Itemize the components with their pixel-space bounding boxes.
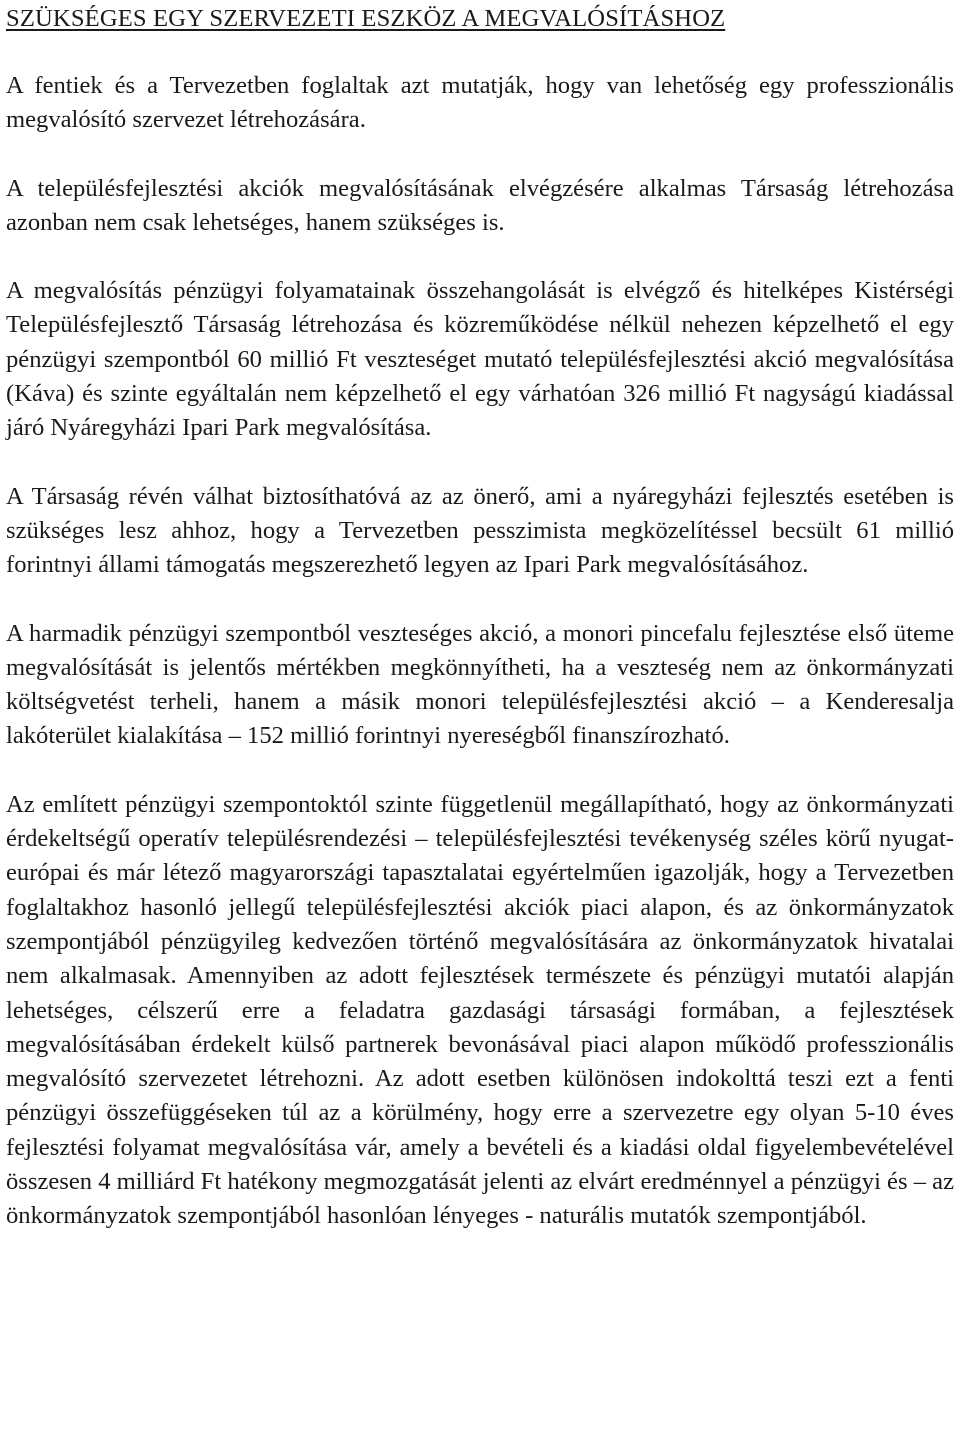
paragraph-4: A Társaság révén válhat biztosíthatóvá az az önerő, ami a nyáregyházi fejlesztés esetében is szükséges lesz ahhoz, hogy a Tervezetben pesszimista megközelítéssel becsült 61 millió forintnyi állami támogatás megszerezhető legyen az Ipari Park megvalósításához. xyxy=(6,482,954,579)
section-heading: SZÜKSÉGES EGY SZERVEZETI ESZKÖZ A MEGVALÓSÍTÁSHOZ xyxy=(6,5,726,32)
paragraph-5: A harmadik pénzügyi szempontból veszteséges akció, a monori pincefalu fejlesztése első üteme megvalósítását is jelentős mértékben megkönnyítheti, ha a veszteség nem az önkormányzati költségvetést terheli, hanem a másik monori településfejlesztési akció – a Kenderesalja lakóterület kialakítása – 152 millió forintnyi nyereségből finanszírozható. xyxy=(6,619,954,750)
document-page xyxy=(6,0,954,1234)
paragraph-1: A fentiek és a Tervezetben foglaltak azt mutatják, hogy van lehetőség egy professzionális megvalósító szervezet létrehozására. xyxy=(6,72,954,134)
paragraph-6: Az említett pénzügyi szempontoktól szinte függetlenül megállapítható, hogy az önkormányzati érdekeltségű operatív településrendezési – településfejlesztési tevékenység széles körű nyugat- európai és már létező magyarországi tapasztalatai egyértelműen igazolják, hogy a Tervezetben foglaltakhoz hasonló jellegű településfejlesztési akciók piaci alapon, és az önkormányzatok szempontjából pénzügyileg kedvezően történő megvalósítására az önkormányzatok hivatalai nem alkalmasak. Amennyiben az adott fejlesztések természete és pénzügyi mutatói alapján lehetséges, célszerű erre a feladatra gazdasági társasági formában, a fejlesztések megvalósításában érdekelt külső partnerek bevonásával piaci alapon működő professzionális megvalósító szervezetet létrehozni. Az adott esetben különösen indokolttá teszi ezt a fenti pénzügyi összefüggéseken túl az a körülmény, hogy erre a szervezetre egy olyan 5-10 éves fejlesztési folyamat megvalósítása vár, amely a bevételi és a kiadási oldal figyelembevételével összesen 4 milliárd Ft hatékony megmozgatását jelenti az elvárt eredménnyel a pénzügyi és – az önkormányzatok szempontjából hasonlóan lényeges - naturális mutatók szempontjából. xyxy=(6,790,954,1230)
paragraph-2: A településfejlesztési akciók megvalósításának elvégzésére alkalmas Társaság létrehozása azonban nem csak lehetséges, hanem szükséges is. xyxy=(6,174,954,236)
paragraph-3: A megvalósítás pénzügyi folyamatainak összehangolását is elvégző és hitelképes Kistérségi Településfejlesztő Társaság létrehozása és közreműködése nélkül nehezen képzelhető el egy pénzügyi szempontból 60 millió Ft veszteséget mutató településfejlesztési akció megvalósítása (Káva) és szinte egyáltalán nem képzelhető el egy várhatóan 326 millió Ft nagyságú kiadással járó Nyáregyházi Ipari Park megvalósítása. xyxy=(6,277,954,442)
